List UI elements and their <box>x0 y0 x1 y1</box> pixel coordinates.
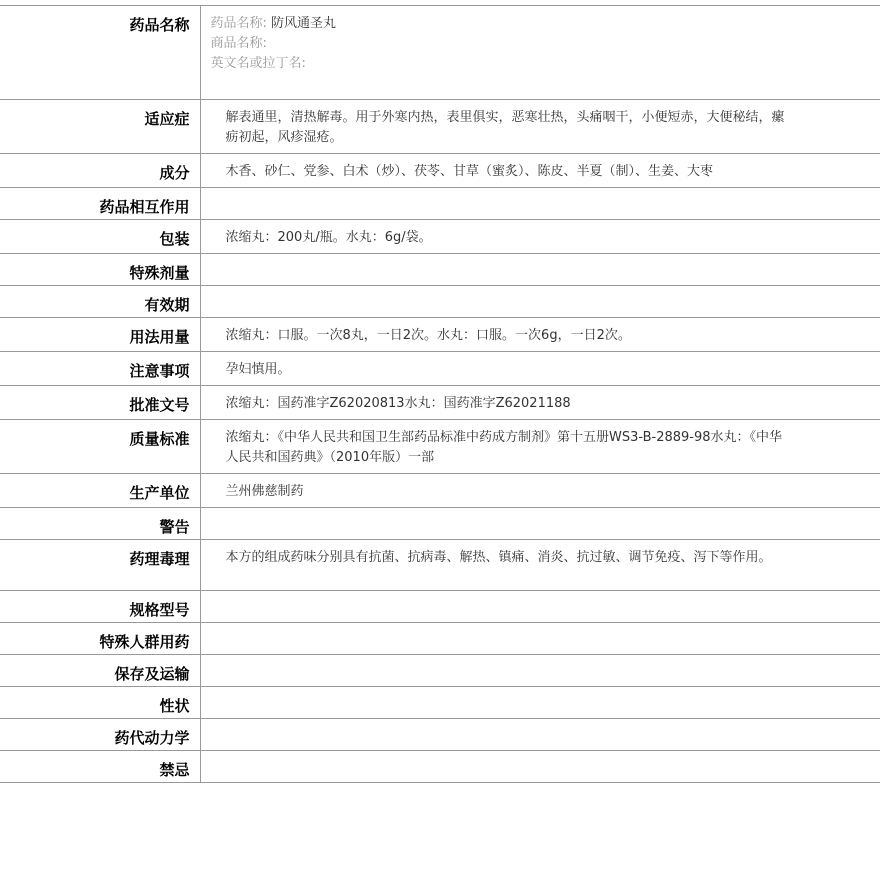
row-label: 成分 <box>0 154 200 188</box>
row-label: 性状 <box>0 687 200 719</box>
row-label: 生产单位 <box>0 474 200 508</box>
latin-name-key: 英文名或拉丁名: <box>210 56 306 71</box>
row-value <box>200 655 880 687</box>
row-value <box>200 508 880 540</box>
row-value <box>200 719 880 751</box>
row-label: 禁忌 <box>0 751 200 783</box>
trade-name-key: 商品名称: <box>210 36 267 51</box>
generic-name-key: 药品名称: <box>210 16 267 31</box>
table-row-approval-number <box>0 386 880 420</box>
row-label: 包装 <box>0 220 200 254</box>
table-row-pharmacology <box>0 540 880 591</box>
table-row-contraindications <box>0 751 880 783</box>
row-label: 特殊剂量 <box>0 254 200 286</box>
row-label: 规格型号 <box>0 591 200 623</box>
row-label: 警告 <box>0 508 200 540</box>
row-value <box>200 591 880 623</box>
table-row-special-dosage <box>0 254 880 286</box>
row-label: 药品相互作用 <box>0 188 200 220</box>
table-row-indications <box>0 100 880 154</box>
table-row-shelf-life <box>0 286 880 318</box>
row-value: 兰州佛慈制药 <box>200 474 880 508</box>
row-value: 孕妇慎用。 <box>200 352 880 386</box>
generic-name-value: 防风通圣丸 <box>271 16 337 31</box>
table-row-ingredients <box>0 154 880 188</box>
row-value <box>200 286 880 318</box>
drug-name-block <box>200 6 880 100</box>
row-label: 用法用量 <box>0 318 200 352</box>
table-row-dosage <box>0 318 880 352</box>
trade-name-line <box>211 34 871 54</box>
row-value <box>200 254 880 286</box>
table-row-storage <box>0 655 880 687</box>
row-label: 质量标准 <box>0 420 200 474</box>
row-label: 药代动力学 <box>0 719 200 751</box>
table-row-special-populations <box>0 623 880 655</box>
row-value: 木香、砂仁、党参、白术（炒）、茯苓、甘草（蜜炙）、陈皮、半夏（制）、生姜、大枣 <box>200 154 880 188</box>
table-row-pharmacokinetics <box>0 719 880 751</box>
row-value <box>200 687 880 719</box>
table-row-specification <box>0 591 880 623</box>
table-row-quality-standard <box>0 420 880 474</box>
row-label: 适应症 <box>0 100 200 154</box>
generic-name-line <box>211 14 871 34</box>
row-label: 药品名称 <box>0 6 200 100</box>
row-value: 本方的组成药味分别具有抗菌、抗病毒、解热、镇痛、消炎、抗过敏、调节免疫、泻下等作用。 <box>200 540 880 591</box>
row-value <box>200 188 880 220</box>
row-label: 注意事项 <box>0 352 200 386</box>
row-value <box>200 751 880 783</box>
row-value: 浓缩丸：口服。一次8丸，一日2次。水丸：口服。一次6g，一日2次。 <box>200 318 880 352</box>
row-label: 批准文号 <box>0 386 200 420</box>
table-row-manufacturer <box>0 474 880 508</box>
latin-name-line <box>211 54 871 74</box>
row-label: 有效期 <box>0 286 200 318</box>
row-value <box>200 623 880 655</box>
table-row-precautions <box>0 352 880 386</box>
drug-info-table <box>0 5 880 783</box>
table-row-description <box>0 687 880 719</box>
row-label: 特殊人群用药 <box>0 623 200 655</box>
row-value: 浓缩丸：《中华人民共和国卫生部药品标准中药成方制剂》第十五册WS3-B-2889-98水丸：《中华人民共和国药典》（2010年版）一部 <box>200 420 880 474</box>
row-value: 浓缩丸：200丸/瓶。水丸：6g/袋。 <box>200 220 880 254</box>
row-label: 药理毒理 <box>0 540 200 591</box>
row-value: 浓缩丸：国药准字Z62020813水丸：国药准字Z62021188 <box>200 386 880 420</box>
table-row-packaging <box>0 220 880 254</box>
table-row-warning <box>0 508 880 540</box>
row-value: 解表通里，清热解毒。用于外寒内热，表里俱实，恶寒壮热，头痛咽干，小便短赤，大便秘结，瘰疬初起，风疹湿疮。 <box>200 100 880 154</box>
table-row-interactions <box>0 188 880 220</box>
row-label: 保存及运输 <box>0 655 200 687</box>
table-row-drug-name <box>0 6 880 100</box>
